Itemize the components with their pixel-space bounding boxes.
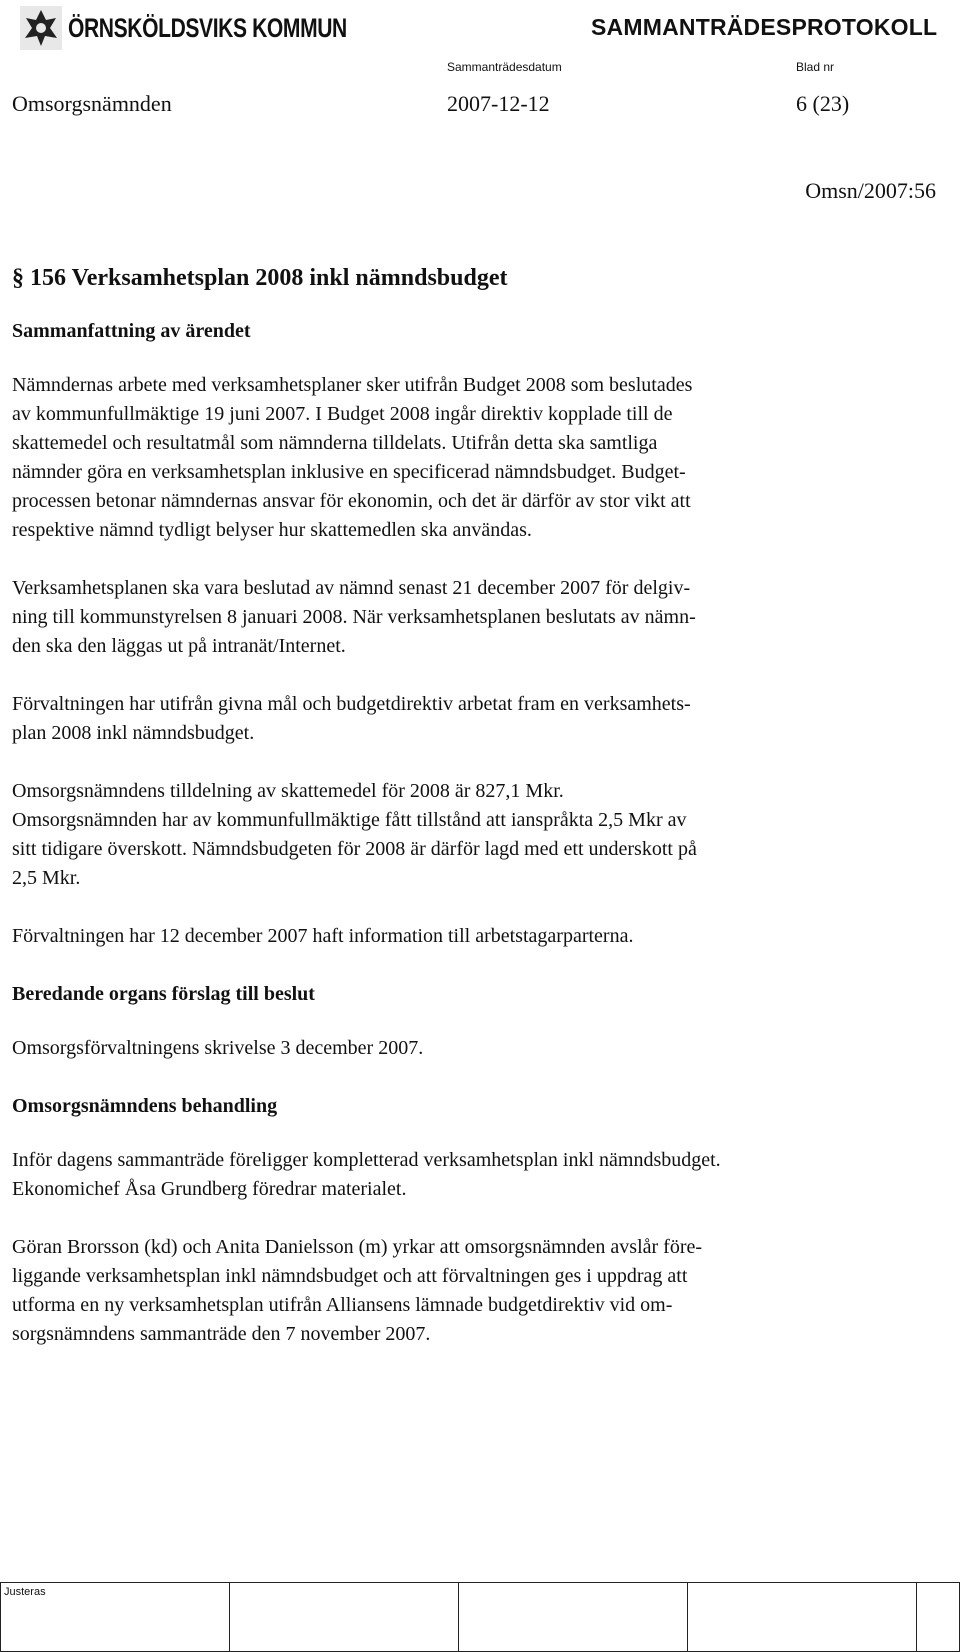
section-heading: Omsorgsnämndens behandling (12, 1095, 278, 1117)
paragraph (12, 1034, 942, 1063)
body-name: Omsorgsnämnden (12, 91, 172, 116)
signature-box (0, 1582, 960, 1652)
paragraph (12, 922, 942, 951)
paragraph-line: processen betonar nämndernas ansvar för ekonomin, och det är därför av stor vikt att (12, 490, 691, 512)
section-title: § 156 Verksamhetsplan 2008 inkl nämndsbudget (12, 265, 508, 291)
signature-cell (459, 1583, 688, 1652)
paragraph-line: nämnder göra en verksamhetsplan inklusive en specificerad nämndsbudget. Budget- (12, 461, 686, 483)
paragraph (12, 371, 942, 545)
municipality-logo (20, 6, 426, 50)
justeras-label: Justeras (4, 1586, 46, 1598)
paragraph (12, 777, 942, 893)
paragraph-line: Verksamhetsplanen ska vara beslutad av nämnd senast 21 december 2007 för delgiv- (12, 577, 691, 599)
case-number: Omsn/2007:56 (805, 178, 936, 203)
signature-cell (230, 1583, 459, 1652)
paragraph-line: liggande verksamhetsplan inkl nämndsbudget och att förvaltningen ges i uppdrag att (12, 1265, 688, 1287)
paragraph-line: ning till kommunstyrelsen 8 januari 2008. När verksamhetsplanen beslutats av nämn- (12, 606, 696, 628)
page-label: Blad nr (796, 60, 835, 74)
signature-cell (688, 1583, 917, 1652)
signature-cell (917, 1583, 960, 1652)
paragraph-line: Omsorgsnämnden har av kommunfullmäktige fått tillstånd att ianspråkta 2,5 Mkr av (12, 809, 687, 831)
paragraph (12, 574, 942, 661)
paragraph-line: Inför dagens sammanträde föreligger kompletterad verksamhetsplan inkl nämndsbudget. (12, 1149, 721, 1171)
signature-table (0, 1582, 960, 1652)
paragraph-line: av kommunfullmäktige 19 juni 2007. I Budget 2008 ingår direktiv kopplade till de (12, 403, 673, 425)
paragraph-line: Omsorgsförvaltningens skrivelse 3 december 2007. (12, 1037, 424, 1059)
section-heading: Beredande organs förslag till beslut (12, 983, 315, 1005)
paragraph-line: utforma en ny verksamhetsplan utifrån Alliansens lämnade budgetdirektiv vid om- (12, 1294, 673, 1316)
paragraph (12, 1146, 942, 1204)
organization-name: ÖRNSKÖLDSVIKS KOMMUN (68, 12, 347, 43)
municipality-crest-icon (20, 6, 62, 50)
paragraph (12, 1233, 942, 1349)
paragraph-line: den ska den läggas ut på intranät/Internet. (12, 635, 346, 657)
document-body (12, 263, 942, 1378)
paragraph-line: skattemedel och resultatmål som nämnderna tilldelats. Utifrån detta ska samtliga (12, 432, 658, 454)
meeting-date: 2007-12-12 (447, 91, 550, 116)
section-heading: Sammanfattning av ärendet (12, 320, 251, 342)
page-number: 6 (23) (796, 91, 850, 116)
paragraph-line: respektive nämnd tydligt belyser hur skattemedlen ska användas. (12, 519, 532, 541)
paragraph-line: plan 2008 inkl nämndsbudget. (12, 722, 255, 744)
paragraph (12, 690, 942, 748)
paragraph-line: Ekonomichef Åsa Grundberg föredrar materialet. (12, 1178, 407, 1200)
document-type: SAMMANTRÄDESPROTOKOLL (591, 14, 938, 40)
paragraph-line: sitt tidigare överskott. Nämndsbudgeten för 2008 är därför lagd med ett underskott på (12, 838, 697, 860)
paragraph-line: Omsorgsnämndens tilldelning av skattemedel för 2008 är 827,1 Mkr. (12, 780, 564, 802)
paragraph-line: Nämndernas arbete med verksamhetsplaner sker utifrån Budget 2008 som beslutades (12, 374, 693, 396)
paragraph-line: sorgsnämndens sammanträde den 7 november 2007. (12, 1323, 431, 1345)
meeting-date-label: Sammanträdesdatum (447, 60, 562, 74)
paragraph-line: Förvaltningen har 12 december 2007 haft information till arbetstagarparterna. (12, 925, 634, 947)
paragraph-line: Göran Brorsson (kd) och Anita Danielsson (m) yrkar att omsorgsnämnden avslår före- (12, 1236, 703, 1258)
paragraph-line: 2,5 Mkr. (12, 867, 81, 889)
paragraph-line: Förvaltningen har utifrån givna mål och budgetdirektiv arbetat fram en verksamhets- (12, 693, 691, 715)
